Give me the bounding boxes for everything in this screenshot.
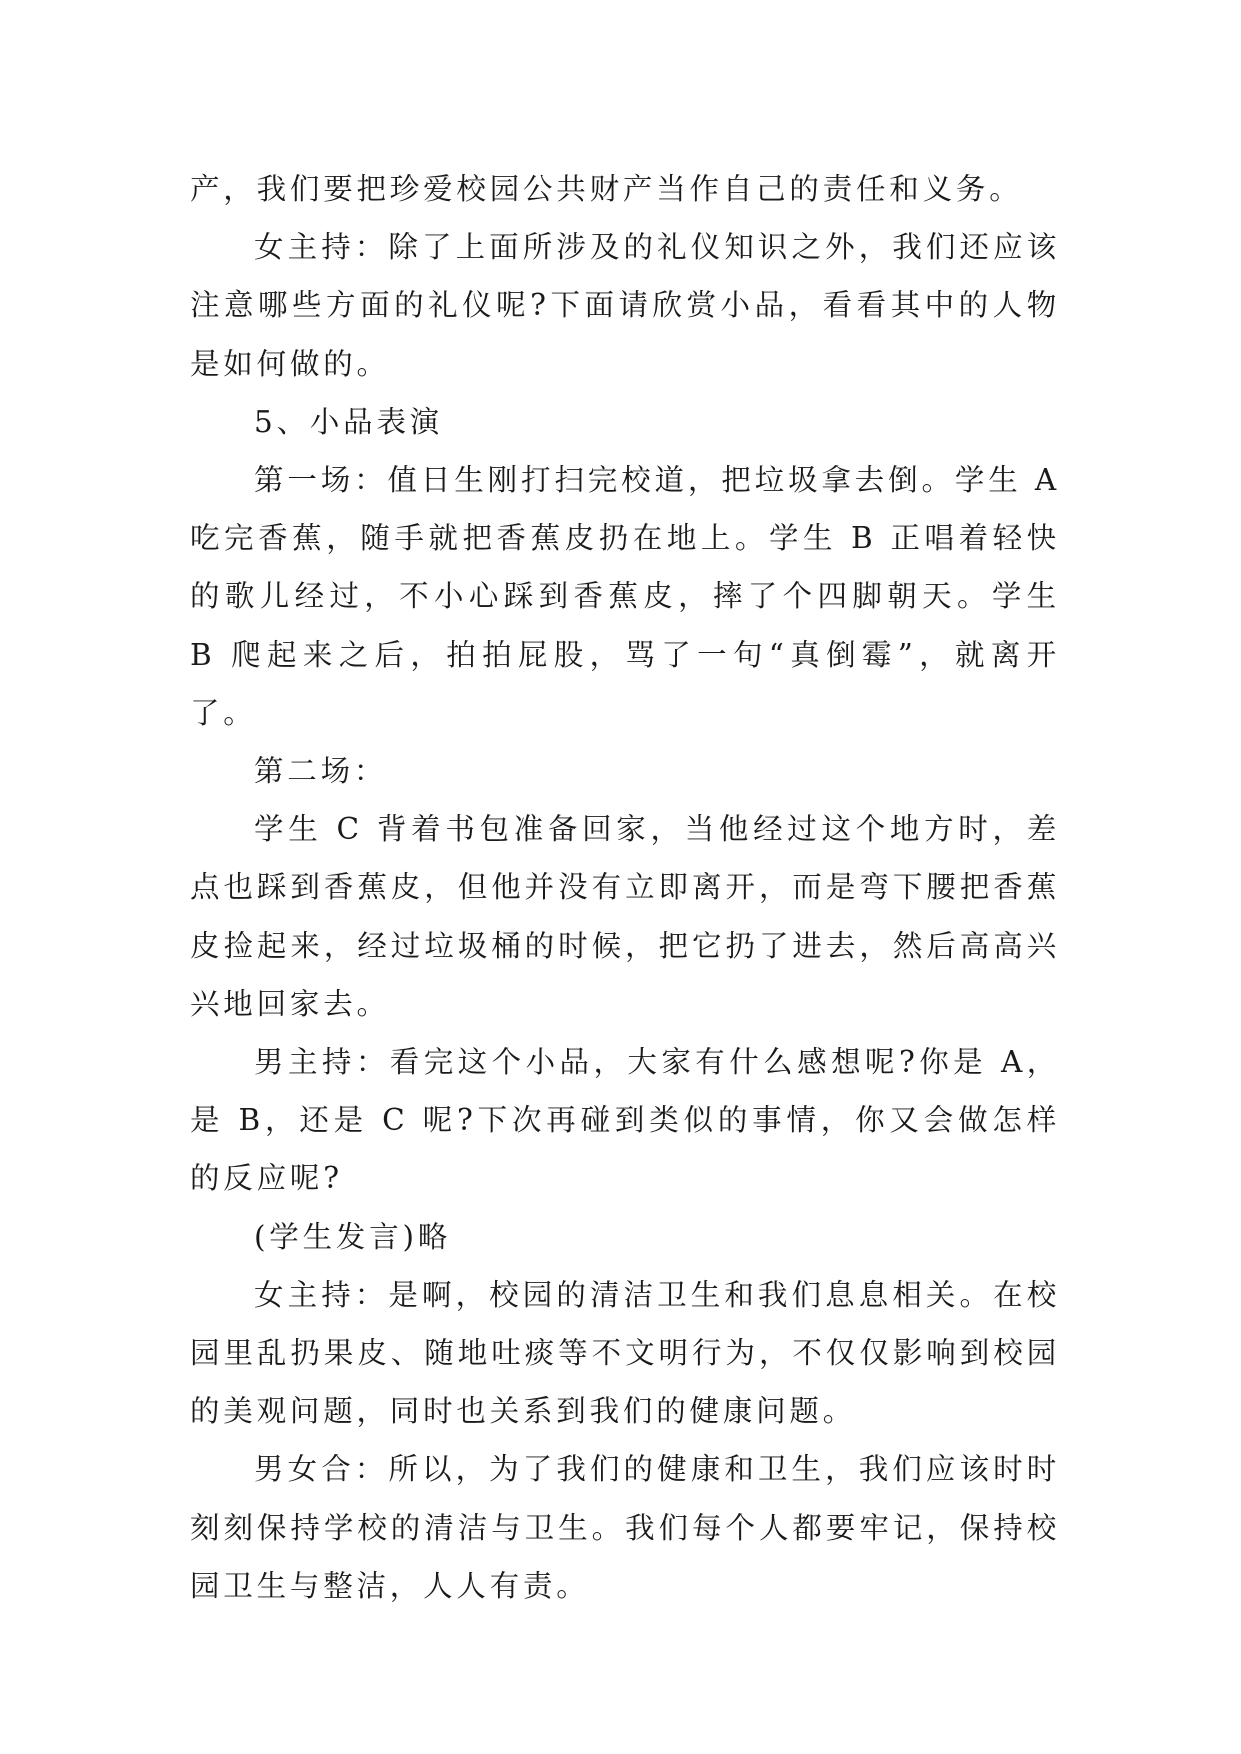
paragraph-male-host: 男主持：看完这个小品，大家有什么感想呢?你是 A，是 B，还是 C 呢?下次再碰到类似的事情，你又会做怎样的反应呢? <box>190 1045 1060 1196</box>
paragraph-scene-two: 学生 C 背着书包准备回家，当他经过这个地方时，差点也踩到香蕉皮，但他并没有立即离开，而是弯下腰把香蕉皮捡起来，经过垃圾桶的时候，把它扔了进去，然后高高兴兴地回家去。 <box>190 812 1060 1021</box>
document-body <box>190 160 1060 1615</box>
paragraph-both-hosts: 男女合：所以，为了我们的健康和卫生，我们应该时时刻刻保持学校的清洁与卫生。我们每个人都要牢记，保持校园卫生与整洁，人人有责。 <box>190 1452 1060 1603</box>
paragraph-scene-two-heading: 第二场： <box>254 754 388 789</box>
paragraph-female-host: 女主持：除了上面所涉及的礼仪知识之外，我们还应该注意哪些方面的礼仪呢?下面请欣赏小品，看看其中的人物是如何做的。 <box>190 230 1060 381</box>
section-heading-skit: 5、小品表演 <box>254 404 444 439</box>
paragraph-continued: 产，我们要把珍爱校园公共财产当作自己的责任和义务。 <box>190 172 1023 206</box>
paragraph-scene-one: 第一场：值日生刚打扫完校道，把垃圾拿去倒。学生 A 吃完香蕉，随手就把香蕉皮扔在地上。学生 B 正唱着轻快的歌儿经过，不小心踩到香蕉皮，摔了个四脚朝天。学生 B 爬起来之后，拍拍屁股，骂了一句“真倒霉”，就离开了。 <box>190 463 1060 730</box>
paragraph-student-speech: (学生发言)略 <box>254 1219 452 1254</box>
paragraph-female-host-2: 女主持：是啊，校园的清洁卫生和我们息息相关。在校园里乱扔果皮、随地吐痰等不文明行为，不仅仅影响到校园的美观问题，同时也关系到我们的健康问题。 <box>190 1277 1060 1429</box>
